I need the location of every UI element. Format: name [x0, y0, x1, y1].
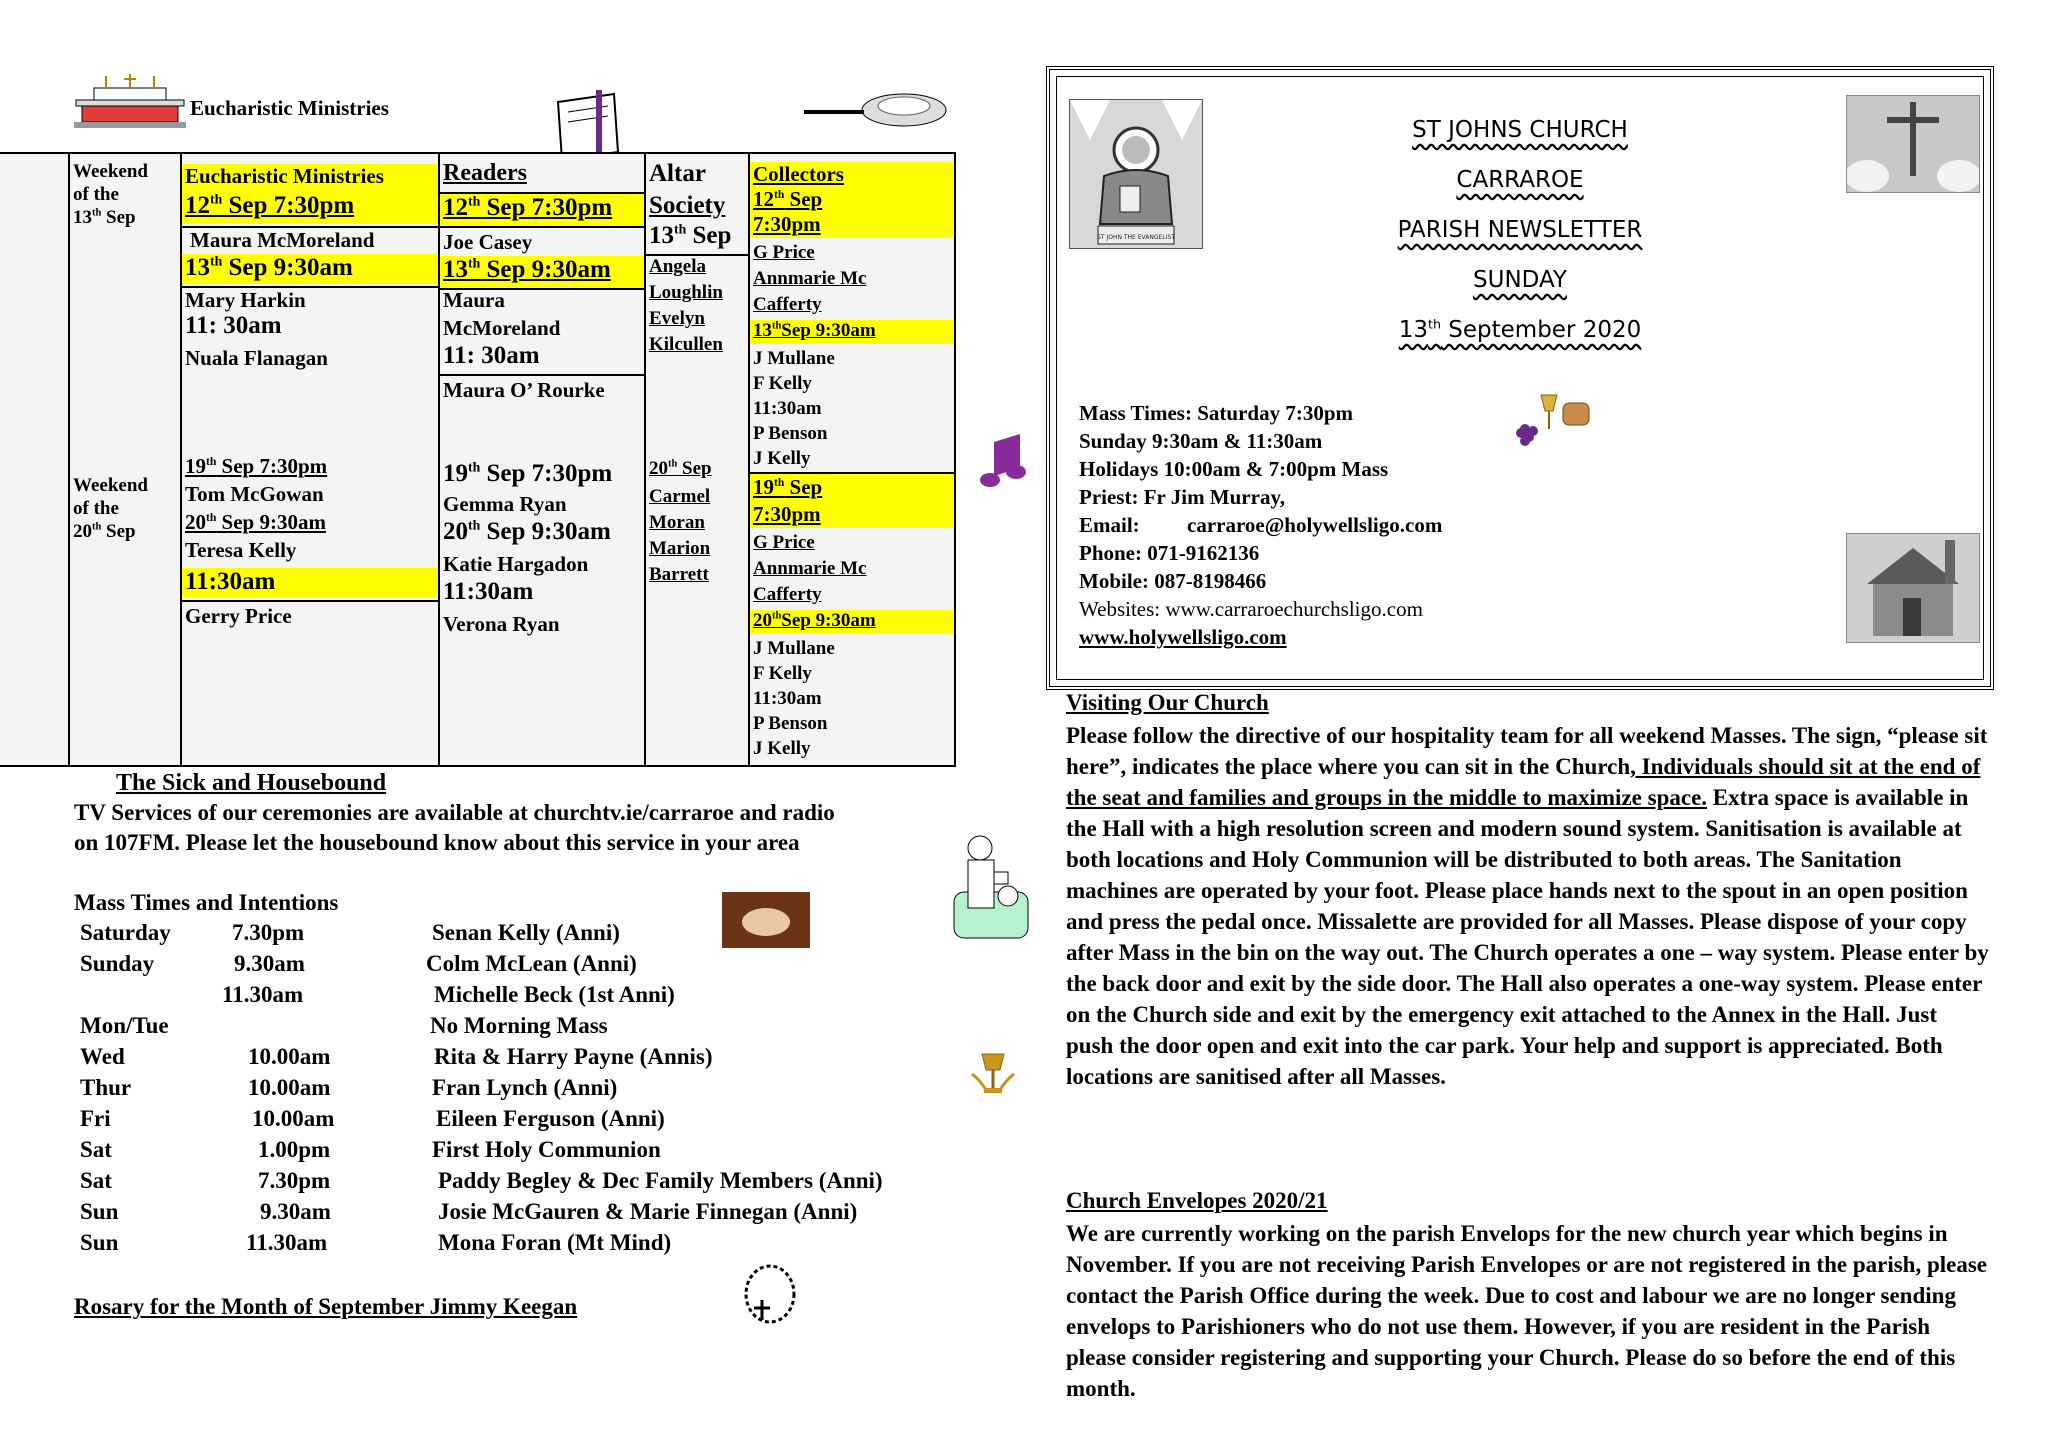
- newsletter-masthead: [1046, 66, 1994, 690]
- sick-line-2: on 107FM. Please let the housebound know about this service in your area: [74, 830, 800, 855]
- email-link[interactable]: carraroe@holywellsligo.com: [1187, 513, 1443, 537]
- visiting-text: Please follow the directive of our hospitality team for all weekend Masses. The sign, “please sit here”, indicates the place where you can sit in the Church, Individuals should sit at the end of the seat and families and groups in the middle to maximize space. Extra space is available in the Hall with a high resolution screen and modern sound system. Sanitisation is available at both locations and Holy Communion will be distributed to both areas. The Sanitation machines are operated by your foot. Please place hands next to the spout in an open position and press the pedal once. Missalette are provided for all Masses. Please dispose of your copy after Mass in the bin on the way out. The Church operates a one – way system. Please enter by the back door and exit by the side door. The Hall also operates a one-way system. Please enter on the Church side and exit by the emergency exit attached to the Annex in the Hall. Just push the door open and exit into the car park. Your help and support is appreciated. Both locations are sanitised after all Masses.: [1066, 723, 1989, 1089]
- collectors-column: [748, 154, 954, 765]
- mass-intention: Eileen Ferguson (Anni): [436, 1106, 665, 1131]
- mass-day: Sunday: [80, 951, 155, 976]
- candle-image: [722, 892, 810, 948]
- em-slot-3: 11: 30am: [185, 312, 282, 339]
- mass-time: 11.30am: [246, 1230, 328, 1255]
- mass-intention: Fran Lynch (Anni): [432, 1075, 618, 1100]
- em-name-3: Nuala Flanagan: [185, 346, 328, 370]
- em-slot-6: 11:30am: [182, 568, 438, 598]
- envelopes-text: We are currently working on the parish Envelops for the new church year which begins in November. If you are not receiving Parish Envelopes or are not registered in the parish, please contact the Parish Office during the week. Due to cost and labour we are no longer sending envelops to Parishioners who do not use them. However, if you are resident in the Parish please consider registering and supporting your Church. Please do so before the end of this month.: [1066, 1221, 1988, 1401]
- readers-column: [438, 154, 644, 765]
- readers-slot-3: 11: 30am: [443, 342, 540, 369]
- readers-slot-5: 20th Sep 9:30am: [443, 518, 611, 545]
- readers-slot-2: 13th Sep 9:30am: [440, 256, 644, 288]
- readers-name-4: Gemma Ryan: [443, 492, 567, 516]
- collectors-names-c: G Price Annmarie Mc Cafferty: [753, 532, 867, 605]
- mass-intention: Colm McLean (Anni): [426, 951, 637, 976]
- sick-line-1: TV Services of our ceremonies are available at churchtv.ie/carraroe and radio: [74, 800, 835, 825]
- mobile-info: Mobile: 087-8198466: [1079, 569, 1267, 593]
- mass-time: 11.30am: [222, 982, 304, 1007]
- mass-intention: Rita & Harry Payne (Annis): [434, 1044, 713, 1069]
- em-slot-1: 12th Sep 7:30pm: [182, 192, 438, 224]
- mass-times-info: Mass Times: Saturday 7:30pm: [1079, 401, 1353, 425]
- sunday-times-info: Sunday 9:30am & 11:30am: [1079, 429, 1323, 453]
- sick-heading: The Sick and Housebound: [116, 770, 387, 796]
- em-name-5: Teresa Kelly: [185, 538, 297, 562]
- em-name-6: Gerry Price: [185, 604, 292, 628]
- collectors-names-d: J Mullane F Kelly 11:30am P Benson J Kelly: [753, 638, 835, 759]
- parish-location: CARRAROE: [1456, 167, 1584, 193]
- collectors-slot-b: 13thSep 9:30am: [750, 320, 954, 344]
- mass-day: Fri: [80, 1106, 111, 1131]
- altar-heading-1: Altar: [649, 160, 706, 187]
- readers-name-6: Verona Ryan: [443, 612, 560, 636]
- websites-info[interactable]: Websites: www.carraroechurchsligo.com: [1079, 597, 1423, 621]
- readers-name-5: Katie Hargadon: [443, 552, 589, 576]
- mass-day: Sun: [80, 1199, 119, 1224]
- newsletter-day: SUNDAY: [1473, 267, 1567, 293]
- stained-glass-caption: ST JOHN THE EVANGELIST: [1097, 234, 1175, 241]
- altar-date-2: 20th Sep: [649, 458, 712, 479]
- altar-names-2: Carmel Moran Marion Barrett: [649, 486, 711, 585]
- readers-name-2b: McMoreland: [443, 316, 561, 340]
- weekend-column: [68, 154, 180, 765]
- em-heading: Eucharistic Ministries: [182, 164, 438, 192]
- mass-time: 9.30am: [234, 951, 305, 976]
- email-label: Email:: [1079, 513, 1140, 537]
- readers-slot-6: 11:30am: [443, 578, 534, 605]
- mass-day: Sun: [80, 1230, 119, 1255]
- mass-times-heading: Mass Times and Intentions: [74, 890, 339, 915]
- altar-heading-2: Society: [649, 192, 726, 219]
- em-slot-5: 20th Sep 9:30am: [185, 510, 326, 534]
- visiting-heading: Visiting Our Church: [1066, 690, 1269, 715]
- mass-time: 10.00am: [252, 1106, 335, 1131]
- mass-day: Sat: [80, 1168, 112, 1193]
- altar-names-1: Angela Loughlin Evelyn Kilcullen: [649, 256, 723, 355]
- mass-intention: No Morning Mass: [430, 1013, 608, 1038]
- mass-day: Sat: [80, 1137, 112, 1162]
- mass-intention: Mona Foran (Mt Mind): [438, 1230, 672, 1255]
- music-note-icon: [980, 432, 1028, 490]
- envelopes-heading: Church Envelopes 2020/21: [1066, 1188, 1328, 1213]
- readers-slot-4: 19th Sep 7:30pm: [443, 460, 613, 487]
- mass-intention: First Holy Communion: [432, 1137, 661, 1162]
- eucharistic-ministers-column: [180, 154, 438, 765]
- mass-intention: Josie McGauren & Marie Finnegan (Anni): [438, 1199, 858, 1224]
- em-name-4: Tom McGowan: [185, 482, 324, 506]
- newsletter-date: 13th September 2020: [1398, 316, 1642, 343]
- collectors-names-b: J Mullane F Kelly 11:30am P Benson J Kelly: [753, 348, 835, 469]
- em-name-1: Maura McMoreland: [190, 228, 375, 252]
- altar-image: [74, 74, 186, 130]
- collectors-slot-d: 20thSep 9:30am: [750, 610, 954, 634]
- church-name: ST JOHNS CHURCH: [1412, 117, 1628, 143]
- mass-day: Wed: [80, 1044, 125, 1069]
- weekend-1-label: Weekend of the 13th Sep: [73, 161, 148, 228]
- mass-time: 7.30pm: [258, 1168, 331, 1193]
- holiday-times-info: Holidays 10:00am & 7:00pm Mass: [1079, 457, 1389, 481]
- rosary-line: Rosary for the Month of September Jimmy Keegan: [74, 1294, 578, 1319]
- collectors-slot-c: 19th Sep 7:30pm: [750, 474, 954, 528]
- weekend-2-label: Weekend of the 20th Sep: [73, 475, 148, 542]
- section-title: Eucharistic Ministries: [190, 96, 389, 120]
- mass-intention: Paddy Begley & Dec Family Members (Anni): [438, 1168, 883, 1193]
- readers-slot-1: 12th Sep 7:30pm: [440, 194, 644, 226]
- newsletter-title: PARISH NEWSLETTER: [1397, 217, 1643, 243]
- readers-name-3: Maura O’ Rourke: [443, 378, 605, 402]
- altar-society-column: [644, 154, 748, 765]
- em-name-2: Mary Harkin: [185, 288, 306, 312]
- mass-intention: Michelle Beck (1st Anni): [434, 982, 675, 1007]
- mass-time: 1.00pm: [258, 1137, 331, 1162]
- collectors-heading: Collectors 12th Sep 7:30pm: [750, 162, 954, 238]
- mass-time: 10.00am: [248, 1044, 331, 1069]
- readers-heading: Readers: [443, 160, 527, 186]
- website-link[interactable]: www.holywellsligo.com: [1079, 625, 1287, 649]
- bread-wine-icon: [1511, 393, 1595, 447]
- housebound-image: [950, 832, 1032, 942]
- mass-time: 10.00am: [248, 1075, 331, 1100]
- chalice-icon: [970, 1050, 1016, 1100]
- roster-table: [0, 152, 956, 767]
- church-building-image: [1846, 533, 1980, 643]
- em-slot-2: 13th Sep 9:30am: [182, 254, 438, 284]
- bread-plate-image: [804, 90, 954, 130]
- mass-intention: Senan Kelly (Anni): [432, 920, 620, 945]
- collectors-names-a: G Price Annmarie Mc Cafferty: [753, 242, 867, 315]
- altar-date-1: 13th Sep: [649, 222, 732, 249]
- readers-name-2a: Maura: [443, 288, 505, 312]
- phone-info: Phone: 071-9162136: [1079, 541, 1260, 565]
- mass-day: Saturday: [80, 920, 171, 945]
- mass-time: 9.30am: [260, 1199, 331, 1224]
- priest-info: Priest: Fr Jim Murray,: [1079, 485, 1286, 509]
- rosary-icon: [740, 1262, 800, 1330]
- em-slot-4: 19th Sep 7:30pm: [185, 454, 328, 478]
- mass-day: Mon/Tue: [80, 1013, 169, 1038]
- mass-day: Thur: [80, 1075, 132, 1100]
- mass-time: 7.30pm: [232, 920, 305, 945]
- readers-name-1: Joe Casey: [443, 230, 533, 254]
